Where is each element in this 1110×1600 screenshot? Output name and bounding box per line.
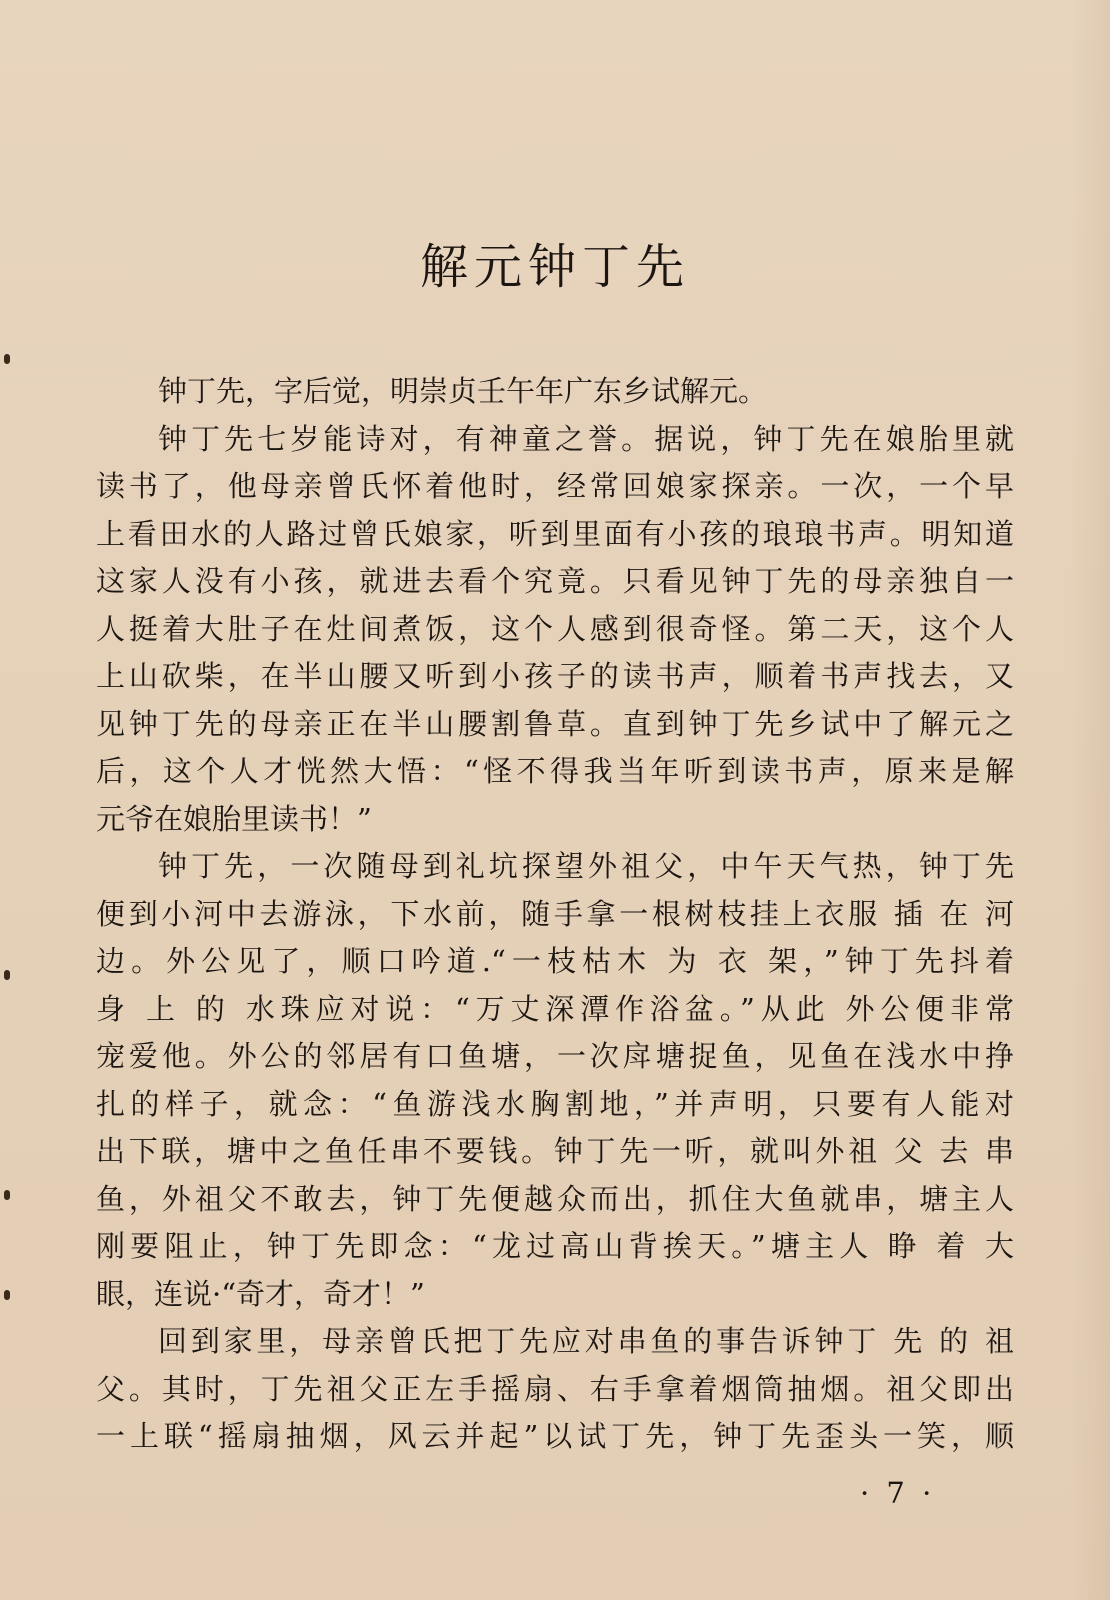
text-line: 读书了，他母亲曾氏怀着他时，经常回娘家探亲。一次，一个早 [96,469,1014,503]
chapter-title: 解元钟丁先 [419,239,690,295]
text-line: 宠爱他。外公的邻居有口鱼塘，一次戽塘捉鱼，见鱼在浅水中挣 [96,1039,1014,1073]
text-line: 人挺着大肚子在灶间煮饭，这个人感到很奇怪。第二天，这个人 [96,611,1014,646]
text-line: 身 上 的 水珠应对说：“万丈深潭作浴盆。”从此 外公便非常 [96,991,1014,1026]
binding-hole-mark [4,354,10,364]
text-line: 上山砍柴，在半山腰又听到小孩子的读书声，顺着书声找去，又 [96,659,1014,693]
page-number: · 7 · [860,1476,936,1510]
text-line: 元爷在娘胎里读书！” [96,801,372,836]
text-line: 回到家里，母亲曾氏把丁先应对串鱼的事告诉钟丁 先 的 祖 [158,1324,1014,1358]
text-line: 钟丁先七岁能诗对，有神童之誉。据说，钟丁先在娘胎里就 [158,421,1014,456]
text-line: 钟丁先，一次随母到礼坑探望外祖父，中午天气热，钟丁先 [158,849,1014,883]
text-line: 边。外公见了，顺口吟道.“一枝枯木 为 衣 架，”钟丁先抖着 [96,944,1014,978]
binding-hole-mark [4,1190,10,1200]
text-line: 这家人没有小孩，就进去看个究竟。只看见钟丁先的母亲独自一 [96,564,1014,598]
text-line: 上看田水的人路过曾氏娘家，听到里面有小孩的琅琅书声。明知道 [96,516,1014,551]
text-line: 刚要阻止，钟丁先即念：“龙过高山背挨天。”塘主人 睁 着 大 [96,1229,1014,1263]
text-line: 父。其时，丁先祖父正左手摇扇、右手拿着烟筒抽烟。祖父即出 [96,1371,1014,1406]
text-line: 钟丁先，字后觉，明崇贞壬午年广东乡试解元。 [158,374,768,408]
text-line: 扎的样子，就念：“鱼游浅水胸割地，”并声明，只要有人能对 [96,1086,1014,1121]
text-line: 便到小河中去游泳，下水前，随手拿一根树枝挂上衣服 插 在 河 [96,896,1014,931]
text-line: 眼，连说·“奇才，奇才！” [96,1276,425,1311]
text-line: 鱼，外祖父不敢去，钟丁先便越众而出，抓住大鱼就串，塘主人 [96,1181,1014,1216]
text-line: 出下联，塘中之鱼任串不要钱。钟丁先一听，就叫外祖 父 去 串 [96,1134,1014,1168]
binding-hole-mark [4,970,10,980]
text-line: 一上联“摇扇抽烟，风云并起”以试丁先，钟丁先歪头一笑，顺 [96,1419,1014,1453]
binding-hole-mark [4,1290,10,1300]
text-line: 见钟丁先的母亲正在半山腰割鲁草。直到钟丁先乡试中了解元之 [96,706,1014,741]
text-line: 后，这个人才恍然大悟：“怪不得我当年听到读书声，原来是解 [96,754,1014,788]
body-text [96,368,1014,1461]
